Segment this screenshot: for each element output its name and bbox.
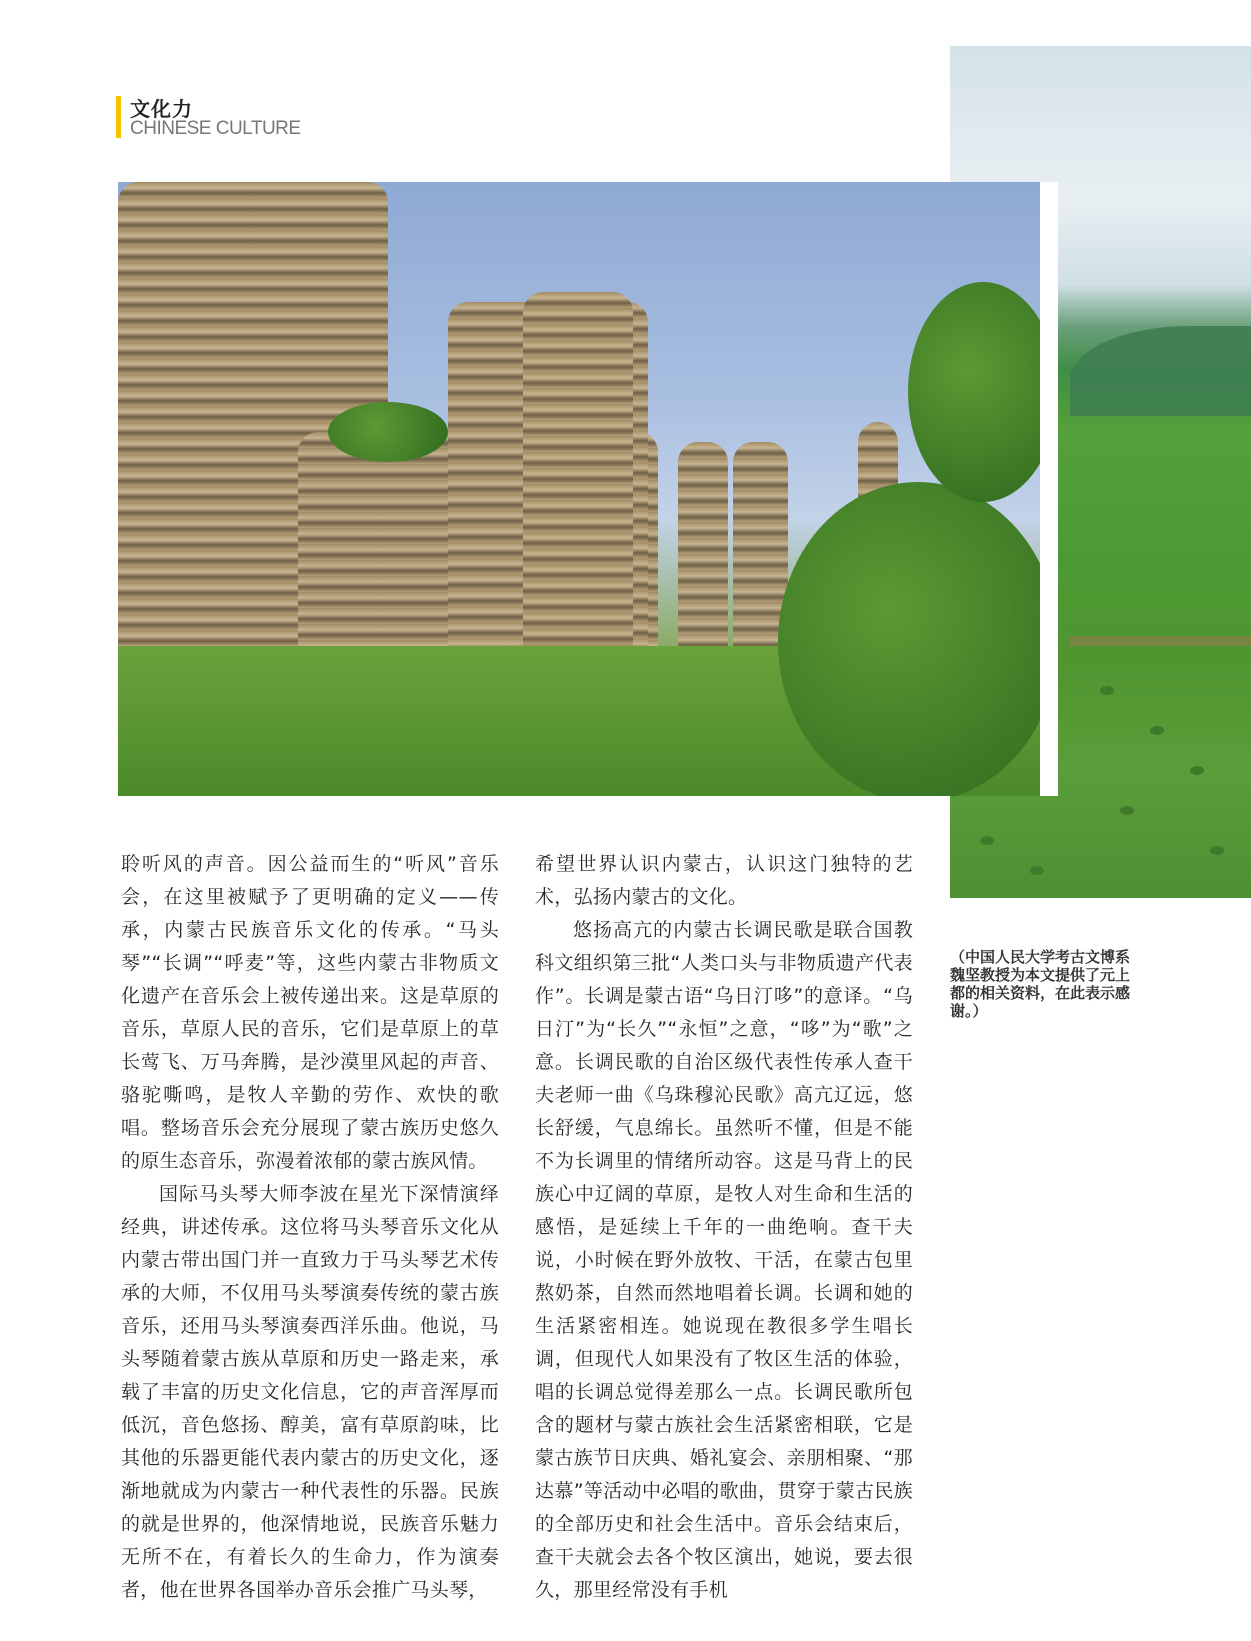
- photo-shrub: [1190, 766, 1204, 775]
- paragraph: 希望世界认识内蒙古，认识这门独特的艺术，弘扬内蒙古的文化。: [535, 853, 913, 908]
- photo-path: [1070, 636, 1251, 646]
- rock-formation-photo: [118, 182, 1058, 796]
- paragraph: 国际马头琴大师李波在星光下深情演绎经典，讲述传承。这位将马头琴音乐文化从内蒙古带出国门并一直致力于马头琴艺术传承的大师，不仅用马头琴演奏传统的蒙古族音乐，还用马头琴演奏西洋乐曲。他说，马头琴随着蒙古族从草原和历史一路走来，承载了丰富的历史文化信息，它的声音浑厚而低沉，音色悠扬、醇美，富有草原韵味，比其他的乐器更能代表内蒙古的历史文化，逐渐地就成为内蒙古一种代表性的乐器。民族的就是世界的，他深情地说，民族音乐魅力无所不在，有着长久的生命力，作为演奏者，他在世界各国举办音乐会推广马头琴，: [121, 1183, 499, 1601]
- article-column-left: [121, 848, 499, 1607]
- paragraph: 聆听风的声音。因公益而生的“听风”音乐会，在这里被赋予了更明确的定义——传承，内蒙古民族音乐文化的传承。“马头琴”“长调”“呼麦”等，这些内蒙古非物质文化遗产在音乐会上被传递出来。这是草原的音乐，草原人民的音乐，它们是草原上的草长莺飞、万马奔腾，是沙漠里风起的声音、骆驼嘶鸣，是牧人辛勤的劳作、欢快的歌唱。整场音乐会充分展现了蒙古族历史悠久的原生态音乐，弥漫着浓郁的蒙古族风情。: [121, 853, 499, 1172]
- photo-shrub: [1120, 806, 1134, 815]
- section-accent-bar: [116, 96, 121, 138]
- photo-shrub: [1150, 726, 1164, 735]
- section-subtitle: CHINESE CULTURE: [130, 118, 301, 139]
- photo-shrub: [1030, 866, 1044, 875]
- photo-tree: [328, 402, 448, 462]
- photo-hill: [1070, 326, 1251, 416]
- photo-shrub: [1100, 686, 1114, 695]
- acknowledgement-note: （中国人民大学考古文博系魏坚教授为本文提供了元上都的相关资料，在此表示感谢。）: [950, 948, 1131, 1020]
- photo-shrub: [980, 836, 994, 845]
- section-title: 文化力: [130, 97, 193, 121]
- paragraph: 悠扬高亢的内蒙古长调民歌是联合国教科文组织第三批“人类口头与非物质遗产代表作”。长调是蒙古语“乌日汀哆”的意译。“乌日汀”为“长久”“永恒”之意，“哆”为“歌”之意。长调民歌的自治区级代表性传承人查干夫老师一曲《乌珠穆沁民歌》高亢辽远，悠长舒缓，气息绵长。虽然听不懂，但是不能不为长调里的情绪所动容。这是马背上的民族心中辽阔的草原，是牧人对生命和生活的感悟，是延续上千年的一曲绝响。查干夫说，小时候在野外放牧、干活，在蒙古包里熬奶茶，自然而然地唱着长调。长调和她的生活紧密相连。她说现在教很多学生唱长调，但现代人如果没有了牧区生活的体验，唱的长调总觉得差那么一点。长调民歌所包含的题材与蒙古族社会生活紧密相联，它是蒙古族节日庆典、婚礼宴会、亲朋相聚、“那达慕”等活动中必唱的歌曲，贯穿于蒙古民族的全部历史和社会生活中。音乐会结束后，查干夫就会去各个牧区演出，她说，要去很久，那里经常没有手机: [535, 919, 913, 1601]
- photo-tree: [778, 482, 1058, 796]
- article-column-right: [535, 848, 913, 1607]
- photo-tree: [908, 282, 1058, 502]
- photo-shrub: [1210, 846, 1224, 855]
